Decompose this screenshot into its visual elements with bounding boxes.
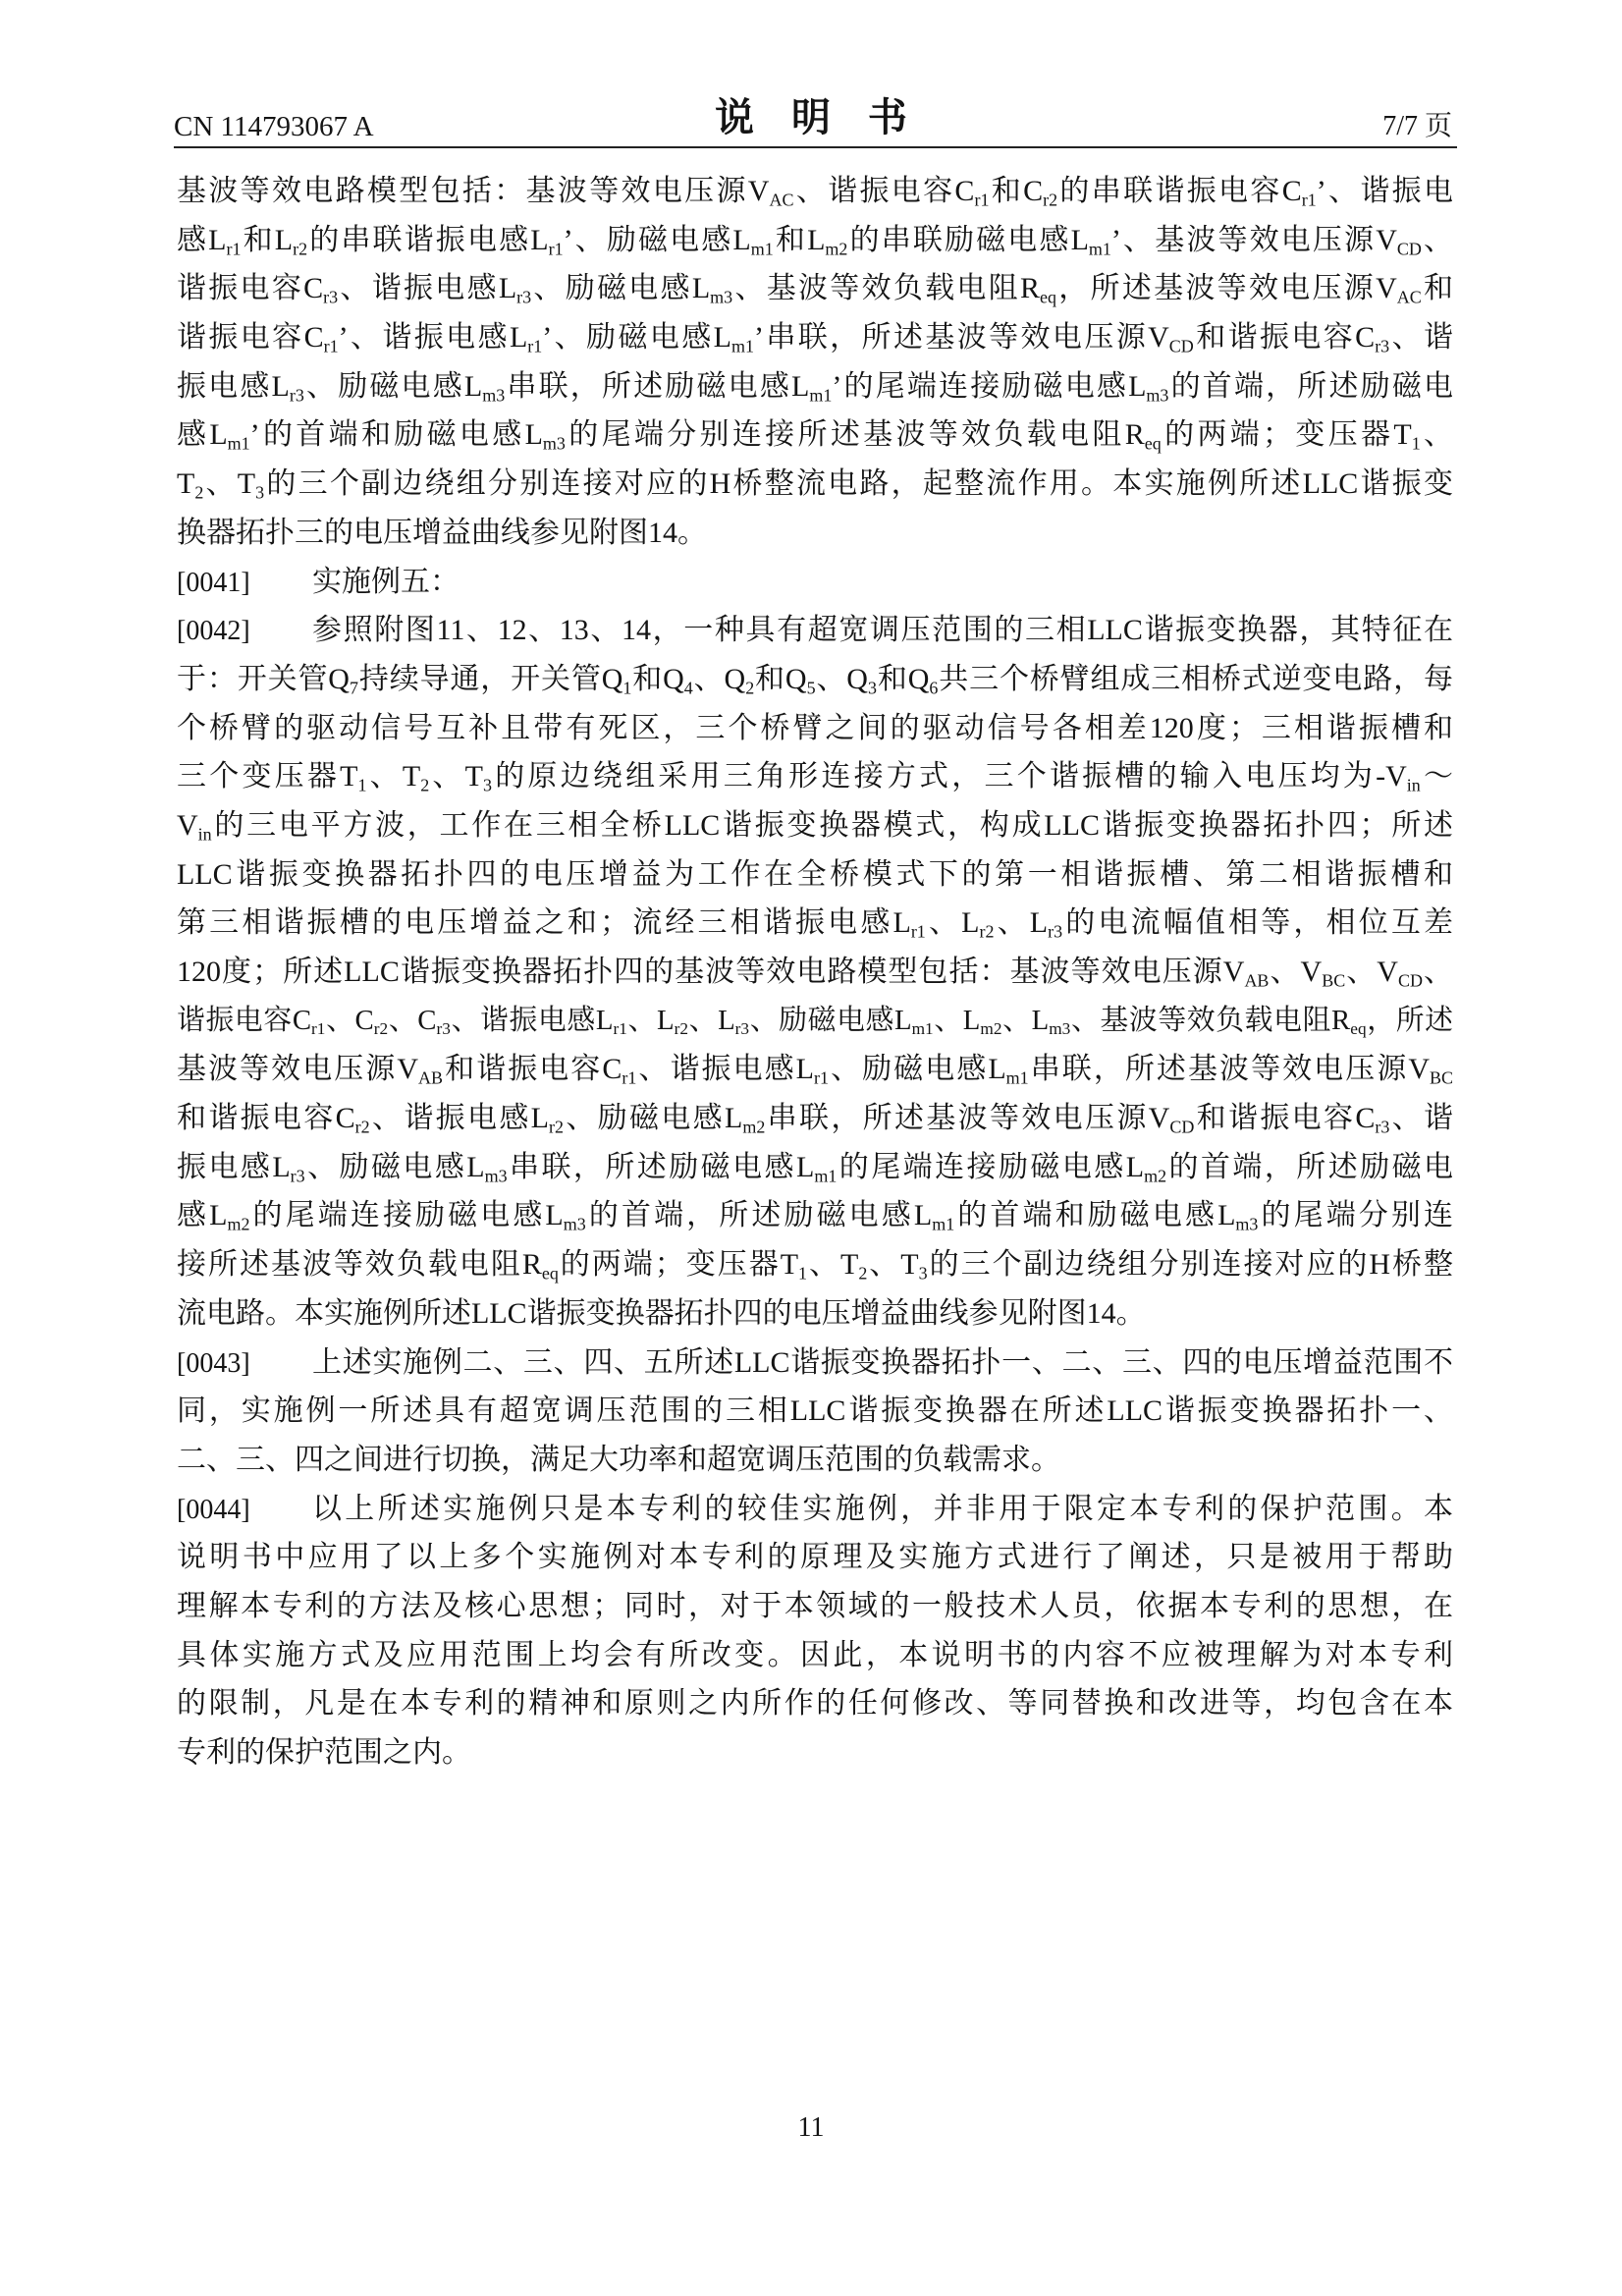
subscript: BC	[1430, 1067, 1454, 1088]
subscript: r3	[323, 287, 339, 307]
subscript: CD	[1169, 1117, 1195, 1137]
text-run: 、谐	[1389, 1102, 1454, 1135]
line-text	[312, 558, 1453, 607]
subscript: 1	[798, 1263, 808, 1284]
subscript: 4	[683, 678, 693, 698]
text-run: 、V	[1269, 956, 1323, 988]
text-run: 、谐	[1389, 321, 1453, 355]
text-run: 的三电平方波，工作在三相全桥LLC谐振变换器模式，构成LLC谐振变换器拓扑四；所述	[211, 808, 1453, 842]
text-run: 、V	[1345, 956, 1398, 988]
subscript: r3	[1375, 336, 1390, 356]
text-run: ，所述基波等效电压源V	[1056, 272, 1397, 305]
text-run: 、T	[807, 1248, 859, 1282]
subscript: 3	[255, 482, 265, 503]
line-text	[312, 1485, 1453, 1534]
text-run: ’、谐振电	[1316, 175, 1453, 207]
text-run: 共三个桥臂组成三相桥式逆变电路，每	[938, 662, 1453, 695]
subscript: eq	[1350, 1018, 1367, 1038]
subscript: m1	[227, 433, 250, 454]
subscript: r1	[622, 1067, 637, 1088]
text-run: 流电路。本实施例所述LLC谐振变换器拓扑四的电压增益曲线参见附图14。	[177, 1296, 1146, 1330]
text-run: 串联，所述励磁电感L	[505, 369, 810, 403]
subscript: m3	[1049, 1018, 1071, 1038]
line-text	[177, 1582, 1453, 1631]
subscript: r2	[979, 921, 995, 942]
subscript: in	[197, 824, 212, 845]
subscript: r1	[323, 336, 339, 356]
line-text	[177, 752, 1453, 801]
subscript: m2	[980, 1018, 1002, 1038]
text-run: 、基波等效负载电阻R	[732, 272, 1040, 305]
subscript: AB	[1244, 970, 1270, 991]
text-run: ’串联，所述基波等效电压源V	[753, 321, 1169, 355]
text-line	[177, 460, 1453, 509]
text-run: 、C	[388, 1004, 437, 1036]
line-text	[177, 1728, 1453, 1777]
text-run: 、L	[925, 906, 980, 940]
text-run: 振电感L	[177, 369, 290, 403]
text-line	[177, 850, 1453, 900]
paragraph-continued	[177, 167, 1453, 558]
subscript: CD	[1396, 239, 1422, 259]
subscript: m3	[1235, 1214, 1259, 1234]
subscript: 3	[918, 1263, 928, 1284]
text-run: ’、励磁电感L	[542, 321, 731, 355]
subscript: r3	[290, 1166, 305, 1186]
subscript: m2	[1144, 1166, 1167, 1186]
subscript: m3	[563, 1214, 586, 1234]
text-line	[177, 1387, 1453, 1436]
subscript: r2	[549, 1117, 564, 1137]
text-run: 和L	[241, 223, 294, 256]
subscript: r2	[293, 239, 308, 259]
text-run: 参照附图11、12、13、14，一种具有超宽调压范围的三相LLC谐振变换器，其特征在	[312, 614, 1453, 647]
line-text	[177, 1240, 1453, 1289]
text-run: 和谐振电容C	[1193, 321, 1376, 355]
text-run: 、	[1421, 223, 1454, 256]
text-line	[177, 509, 1453, 558]
line-text	[177, 655, 1453, 704]
text-run: 谐振电容C	[177, 321, 324, 355]
text-run: 、	[1420, 418, 1454, 452]
text-run: 、L	[994, 906, 1049, 940]
text-run: 的原边绕组采用三角形连接方式，三个谐振槽的输入电压均为-V	[491, 760, 1407, 793]
text-run: 专利的保护范围之内。	[177, 1736, 471, 1769]
text-run: LLC谐振变换器拓扑四的电压增益为工作在全桥模式下的第一相谐振槽、第二相谐振槽和	[177, 857, 1453, 891]
text-run: 的限制，凡是在本专利的精神和原则之内所作的任何修改、等同替换和改进等，均包含在本	[177, 1687, 1453, 1721]
line-text	[177, 410, 1453, 460]
text-run: 谐振电容C	[177, 272, 324, 305]
text-line	[177, 704, 1453, 753]
text-run: 三个变压器T	[177, 760, 358, 793]
subscript: m2	[227, 1214, 250, 1234]
subscript: m1	[809, 385, 833, 406]
subscript: r1	[814, 1067, 830, 1088]
text-run: 的首端和励磁电感L	[954, 1199, 1236, 1232]
text-line	[177, 264, 1453, 313]
text-run: 的尾端连接励磁电感L	[837, 1150, 1145, 1183]
text-run: ～	[1420, 760, 1454, 793]
text-run: 串联，所述励磁电感L	[507, 1150, 815, 1183]
text-run: 、基波等效负载电阻R	[1070, 1004, 1351, 1036]
text-run: 振电感L	[177, 1150, 291, 1183]
page-indicator: 7/7 页	[1382, 111, 1452, 141]
text-line	[177, 1631, 1453, 1680]
subscript: m1	[1088, 239, 1111, 259]
subscript: eq	[1144, 433, 1162, 454]
subscript: 2	[194, 482, 204, 503]
line-text	[177, 509, 1453, 558]
text-run: 感L	[177, 1199, 228, 1232]
subscript: m3	[1146, 385, 1169, 406]
text-run: ’的首端和励磁电感L	[249, 418, 543, 452]
text-line	[177, 997, 1453, 1046]
text-run: 串联，所述基波等效电压源V	[1028, 1053, 1430, 1086]
subscript: r3	[734, 1018, 750, 1038]
text-run: 和谐振电容C	[1194, 1102, 1376, 1135]
text-run: 谐振电容C	[177, 1004, 312, 1036]
text-run: 的首端，所述励磁电	[1166, 1150, 1454, 1183]
subscript: eq	[1040, 287, 1056, 307]
subscript: BC	[1322, 970, 1346, 991]
text-run: 和Q	[631, 662, 684, 695]
text-run: ’、基波等效电压源V	[1110, 223, 1397, 256]
text-run: 、励磁电感L	[303, 369, 483, 403]
text-run: 基波等效电压源V	[177, 1053, 419, 1086]
text-run: V	[177, 808, 198, 842]
text-line	[177, 655, 1453, 704]
text-run: 和Q	[754, 662, 807, 695]
text-run: 、T	[867, 1248, 919, 1282]
page-title: 说 明 书	[715, 95, 907, 140]
text-run: ’的尾端连接励磁电感L	[832, 369, 1147, 403]
subscript: r1	[910, 921, 926, 942]
line-text	[177, 264, 1453, 313]
subscript: in	[1406, 775, 1421, 795]
subscript: 3	[482, 775, 492, 795]
text-run: 和谐振电容C	[177, 1102, 355, 1135]
text-run: 换器拓扑三的电压增益曲线参见附图14。	[177, 516, 707, 549]
subscript: m3	[484, 1166, 508, 1186]
text-run: T	[177, 467, 195, 501]
subscript: r2	[373, 1018, 389, 1038]
text-run: 于：开关管Q	[177, 662, 350, 695]
text-run: 的串联谐振电容C	[1057, 175, 1302, 207]
subscript: r1	[1301, 190, 1317, 210]
text-line	[177, 1533, 1453, 1582]
subscript: m1	[911, 1018, 934, 1038]
line-text	[177, 948, 1453, 997]
text-line	[177, 216, 1453, 265]
text-run: 同，实施例一所述具有超宽调压范围的三相LLC谐振变换器在所述LLC谐振变换器拓扑一、	[177, 1394, 1453, 1428]
paragraph-number: [0044]	[177, 1494, 250, 1525]
subscript: AB	[418, 1067, 444, 1088]
text-run: 的两端；变压器T	[558, 1248, 799, 1282]
text-run: 、L	[626, 1004, 675, 1036]
paragraph-number: [0041]	[177, 567, 250, 598]
line-text	[177, 1631, 1453, 1680]
line-text	[177, 362, 1453, 411]
text-run: 个桥臂的驱动信号互补且带有死区，三个桥臂之间的驱动信号各相差120度；三相谐振槽和	[177, 711, 1453, 744]
text-run: 的串联励磁电感L	[847, 223, 1089, 256]
subscript: m2	[825, 239, 848, 259]
subscript: r3	[289, 385, 304, 406]
text-run: 、励磁电感L	[531, 272, 711, 305]
line-text	[177, 899, 1453, 948]
text-line	[177, 1191, 1453, 1240]
text-run: 、励磁电感L	[829, 1053, 1006, 1086]
line-text	[177, 1289, 1453, 1339]
subscript: 1	[1411, 433, 1421, 454]
text-run: 的串联谐振电感L	[307, 223, 549, 256]
text-line	[177, 1436, 1453, 1485]
subscript: r2	[674, 1018, 688, 1038]
subscript: 1	[357, 775, 367, 795]
subscript: 2	[858, 1263, 868, 1284]
text-line	[177, 167, 1453, 216]
subscript: m3	[710, 287, 733, 307]
subscript: 2	[420, 775, 430, 795]
text-run: 接所述基波等效负载电阻R	[177, 1248, 542, 1282]
text-run: 和L	[773, 223, 826, 256]
text-run: 以上所述实施例只是本专利的较佳实施例，并非用于限定本专利的保护范围。本	[312, 1492, 1453, 1525]
text-line	[177, 801, 1453, 850]
line-text	[177, 1045, 1453, 1094]
line-text	[177, 1143, 1453, 1192]
text-run: 的首端，所述励磁电	[1168, 369, 1454, 403]
subscript: m3	[482, 385, 506, 406]
line-text	[177, 216, 1453, 265]
line-text	[177, 1191, 1453, 1240]
text-line	[177, 899, 1453, 948]
text-run: 的电流幅值相等，相位互差	[1062, 906, 1454, 940]
subscript: r2	[354, 1117, 370, 1137]
subscript: r1	[613, 1018, 627, 1038]
line-text	[177, 313, 1453, 362]
subscript: 1	[622, 678, 632, 698]
line-text	[177, 850, 1453, 900]
subscript: r1	[548, 239, 564, 259]
text-run: 、L	[1001, 1004, 1050, 1036]
text-run: 、T	[203, 467, 256, 501]
subscript: r3	[1048, 921, 1063, 942]
line-text	[177, 1533, 1453, 1582]
subscript: 2	[745, 678, 755, 698]
text-run: 说明书中应用了以上多个实施例对本专利的原理及实施方式进行了阐述，只是被用于帮助	[177, 1541, 1453, 1574]
text-run: 、Q	[815, 662, 868, 695]
line-text	[177, 460, 1453, 509]
subscript: 6	[929, 678, 939, 698]
text-run: 的两端；变压器T	[1161, 418, 1412, 452]
subscript: 5	[806, 678, 816, 698]
subscript: 3	[867, 678, 877, 698]
subscript: r3	[436, 1018, 451, 1038]
subscript: m1	[1005, 1067, 1029, 1088]
text-run: 、Q	[692, 662, 746, 695]
line-text	[177, 1679, 1453, 1728]
text-line	[177, 1485, 1453, 1534]
subscript: m1	[814, 1166, 838, 1186]
text-line	[177, 948, 1453, 997]
subscript: m1	[730, 336, 754, 356]
patent-number: CN 114793067 A	[174, 111, 374, 142]
text-run: 、谐振电感L	[338, 272, 517, 305]
text-line	[177, 1339, 1453, 1388]
subscript: AC	[1396, 287, 1422, 307]
text-run: 、谐振电感L	[450, 1004, 614, 1036]
subscript: r3	[516, 287, 532, 307]
text-line	[177, 1240, 1453, 1289]
text-run: 、谐振电容C	[793, 175, 975, 207]
document-body	[177, 167, 1453, 1777]
text-run: 感L	[177, 418, 228, 452]
subscript: r1	[226, 239, 242, 259]
text-run: 实施例五：	[312, 565, 460, 598]
subscript: r3	[1375, 1117, 1390, 1137]
text-run: 、T	[366, 760, 421, 793]
subscript: m1	[750, 239, 774, 259]
text-run: 和	[1421, 272, 1454, 305]
text-run: 理解本专利的方法及核心思想；同时，对于本领域的一般技术人员，依据本专利的思想，在	[177, 1589, 1453, 1622]
paragraph-number: [0043]	[177, 1347, 250, 1379]
text-run: 、L	[687, 1004, 735, 1036]
text-run: 和Q	[876, 662, 930, 695]
paragraph-0042	[177, 606, 1453, 1338]
paragraph-0044	[177, 1485, 1453, 1777]
text-run: 、T	[429, 760, 483, 793]
text-run: 持续导通，开关管Q	[357, 662, 623, 695]
line-text	[312, 606, 1453, 655]
line-text	[177, 1387, 1453, 1436]
subscript: AC	[769, 190, 794, 210]
subscript: 7	[349, 678, 358, 698]
page-number: 11	[797, 2112, 825, 2143]
text-run: ，所述	[1366, 1004, 1453, 1036]
text-run: ’、励磁电感L	[563, 223, 751, 256]
text-run: 的尾端连接励磁电感L	[249, 1199, 564, 1232]
subscript: CD	[1397, 970, 1423, 991]
subscript: r1	[311, 1018, 326, 1038]
paragraph-number: [0042]	[177, 616, 250, 647]
text-run: 的三个副边绕组分别连接对应的H桥整流电路，起整流作用。本实施例所述LLC谐振变	[264, 467, 1454, 501]
text-line	[177, 1143, 1453, 1192]
text-run: 第三相谐振槽的电压增益之和；流经三相谐振电感L	[177, 906, 911, 940]
text-run: 和C	[989, 175, 1044, 207]
text-run: 、励磁电感L	[304, 1150, 485, 1183]
text-run: 、	[1422, 956, 1453, 988]
text-run: ’、谐振电感L	[338, 321, 528, 355]
line-text	[177, 801, 1453, 850]
paragraph-0041	[177, 558, 1453, 607]
text-line	[177, 752, 1453, 801]
text-run: 、励磁电感L	[564, 1102, 743, 1135]
line-text	[177, 167, 1453, 216]
text-line	[177, 1582, 1453, 1631]
text-run: 120度；所述LLC谐振变换器拓扑四的基波等效电路模型包括：基波等效电压源V	[177, 956, 1245, 988]
text-run: 、励磁电感L	[749, 1004, 912, 1036]
text-line	[177, 1094, 1453, 1143]
text-run: 的三个副边绕组分别连接对应的H桥整	[927, 1248, 1454, 1282]
subscript: m1	[932, 1214, 955, 1234]
line-text	[177, 997, 1453, 1046]
subscript: eq	[541, 1263, 559, 1284]
line-text	[177, 1094, 1453, 1143]
text-run: 和谐振电容C	[443, 1053, 622, 1086]
text-run: 上述实施例二、三、四、五所述LLC谐振变换器拓扑一、二、三、四的电压增益范围不	[312, 1345, 1453, 1379]
subscript: r2	[1043, 190, 1058, 210]
line-text	[177, 1436, 1453, 1485]
text-run: 、L	[933, 1004, 981, 1036]
text-run: 、谐振电感L	[636, 1053, 815, 1086]
text-line	[177, 1289, 1453, 1339]
subscript: m3	[542, 433, 566, 454]
text-run: 的尾端分别连接所述基波等效负载电阻R	[565, 418, 1145, 452]
text-run: 的首端，所述励磁电感L	[585, 1199, 933, 1232]
text-line	[177, 1728, 1453, 1777]
text-line	[177, 558, 1453, 607]
header-rule	[174, 146, 1457, 148]
text-run: 的尾端分别连	[1258, 1199, 1454, 1232]
text-line	[177, 1045, 1453, 1094]
paragraph-0043	[177, 1339, 1453, 1485]
subscript: CD	[1168, 336, 1194, 356]
text-run: 基波等效电路模型包括：基波等效电压源V	[177, 175, 770, 207]
text-line	[177, 1679, 1453, 1728]
text-run: 、谐振电感L	[369, 1102, 549, 1135]
text-run: 、C	[325, 1004, 374, 1036]
line-text	[312, 1339, 1453, 1388]
text-line	[177, 606, 1453, 655]
text-line	[177, 362, 1453, 411]
text-run: 二、三、四之间进行切换，满足大功率和超宽调压范围的负载需求。	[177, 1443, 1060, 1476]
text-run: 感L	[177, 223, 227, 256]
subscript: r1	[974, 190, 990, 210]
subscript: m2	[742, 1117, 766, 1137]
line-text	[177, 704, 1453, 753]
text-line	[177, 410, 1453, 460]
text-run: 串联，所述基波等效电压源V	[765, 1102, 1170, 1135]
text-line	[177, 313, 1453, 362]
subscript: r1	[527, 336, 543, 356]
text-run: 具体实施方式及应用范围上均会有所改变。因此，本说明书的内容不应被理解为对本专利	[177, 1638, 1453, 1671]
